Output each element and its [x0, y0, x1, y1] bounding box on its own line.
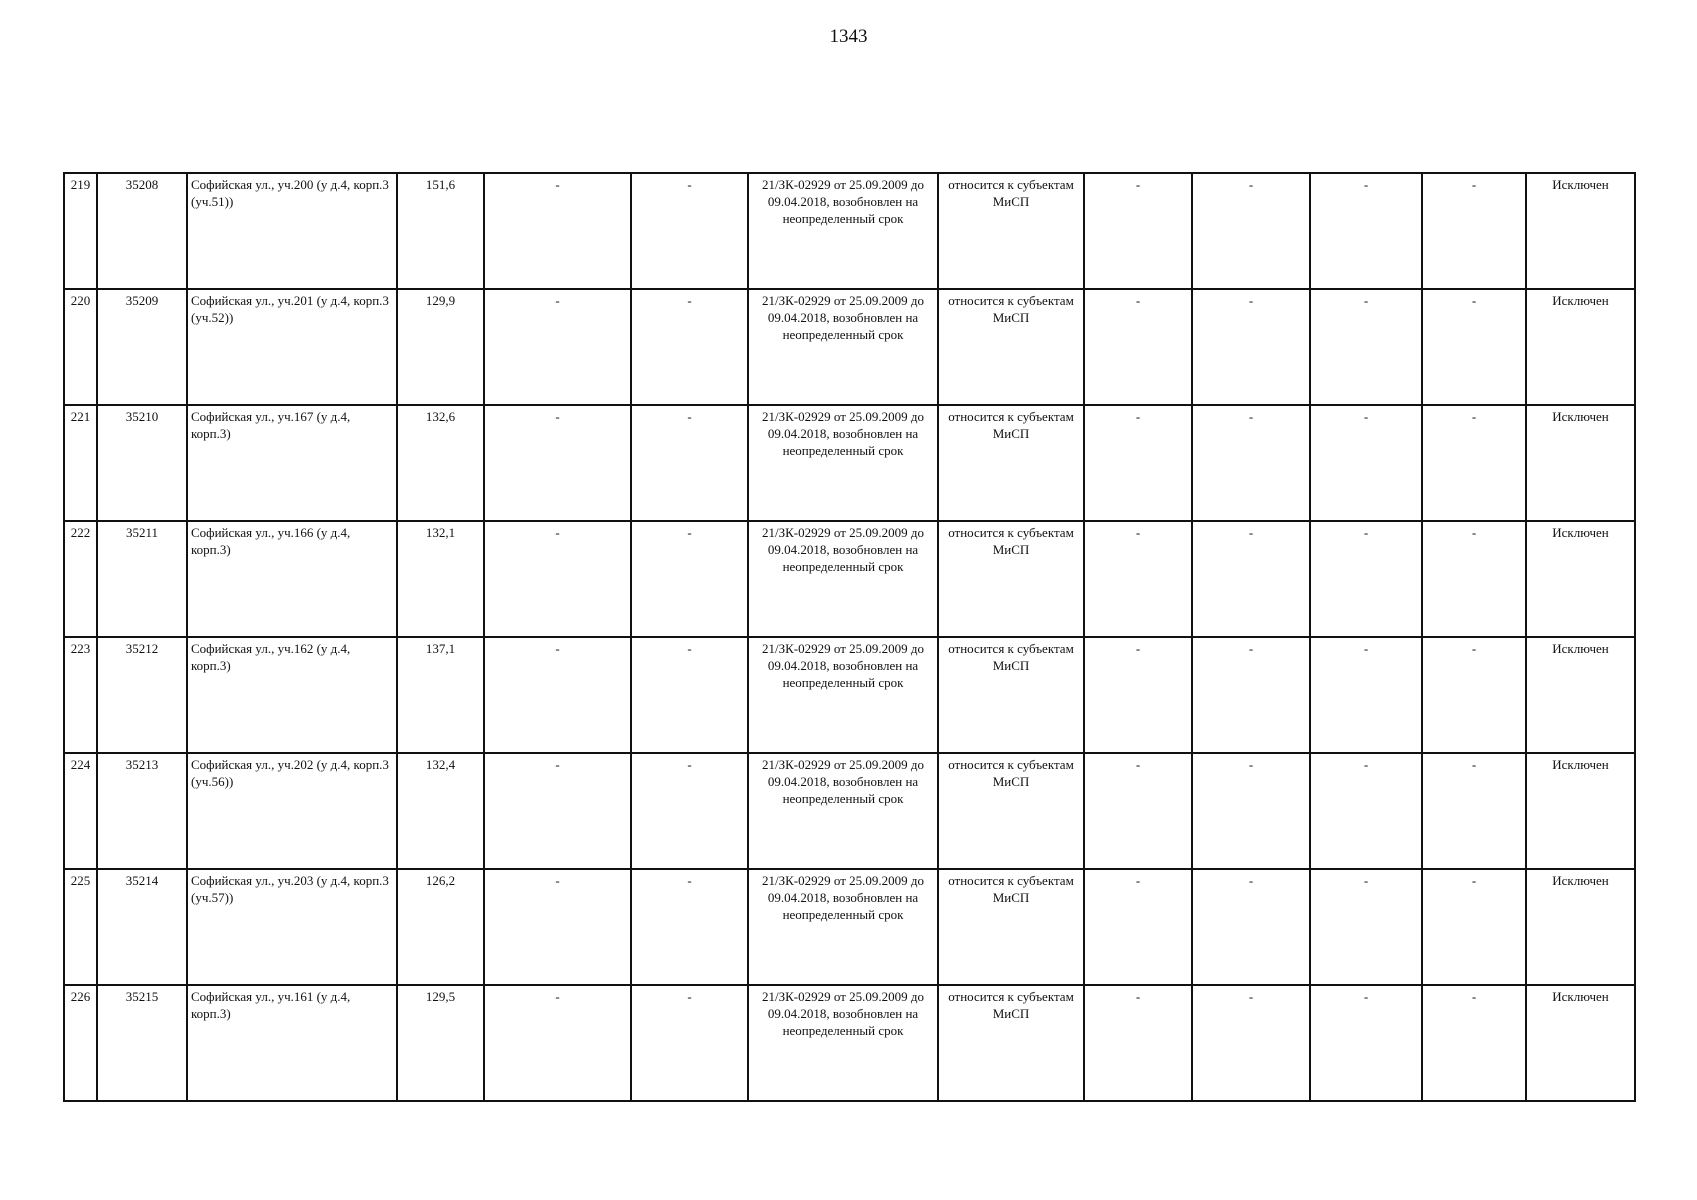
column-10-cell: - [1192, 753, 1310, 869]
address-cell: Софийская ул., уч.201 (у д.4, корп.3 (уч.52)) [187, 289, 397, 405]
address-cell: Софийская ул., уч.161 (у д.4, корп.3) [187, 985, 397, 1101]
column-5-cell: - [484, 289, 631, 405]
column-9-cell: - [1084, 289, 1192, 405]
lease-agreement-cell: 21/ЗК-02929 от 25.09.2009 до 09.04.2018, возобновлен на неопределенный срок [748, 985, 938, 1101]
status-cell: Исключен [1526, 289, 1635, 405]
area-cell: 132,6 [397, 405, 484, 521]
object-id-cell: 35213 [97, 753, 187, 869]
column-6-cell: - [631, 985, 748, 1101]
column-12-cell: - [1422, 405, 1526, 521]
column-9-cell: - [1084, 405, 1192, 521]
column-6-cell: - [631, 173, 748, 289]
column-5-cell: - [484, 869, 631, 985]
column-5-cell: - [484, 173, 631, 289]
status-cell: Исключен [1526, 985, 1635, 1101]
column-12-cell: - [1422, 637, 1526, 753]
object-id-cell: 35209 [97, 289, 187, 405]
address-cell: Софийская ул., уч.162 (у д.4, корп.3) [187, 637, 397, 753]
column-5-cell: - [484, 753, 631, 869]
lease-agreement-cell: 21/ЗК-02929 от 25.09.2009 до 09.04.2018, возобновлен на неопределенный срок [748, 173, 938, 289]
column-9-cell: - [1084, 637, 1192, 753]
category-cell: относится к субъектам МиСП [938, 637, 1084, 753]
status-cell: Исключен [1526, 753, 1635, 869]
lease-agreement-cell: 21/ЗК-02929 от 25.09.2009 до 09.04.2018, возобновлен на неопределенный срок [748, 289, 938, 405]
column-11-cell: - [1310, 521, 1422, 637]
area-cell: 129,5 [397, 985, 484, 1101]
category-cell: относится к субъектам МиСП [938, 405, 1084, 521]
object-id-cell: 35208 [97, 173, 187, 289]
row-number-cell: 223 [64, 637, 97, 753]
object-id-cell: 35212 [97, 637, 187, 753]
lease-agreement-cell: 21/ЗК-02929 от 25.09.2009 до 09.04.2018, возобновлен на неопределенный срок [748, 405, 938, 521]
column-12-cell: - [1422, 869, 1526, 985]
address-cell: Софийская ул., уч.203 (у д.4, корп.3 (уч.57)) [187, 869, 397, 985]
column-6-cell: - [631, 753, 748, 869]
table-row [64, 753, 1635, 869]
area-cell: 137,1 [397, 637, 484, 753]
column-10-cell: - [1192, 405, 1310, 521]
area-cell: 132,1 [397, 521, 484, 637]
column-12-cell: - [1422, 521, 1526, 637]
column-6-cell: - [631, 521, 748, 637]
table-row [64, 637, 1635, 753]
category-cell: относится к субъектам МиСП [938, 985, 1084, 1101]
row-number-cell: 221 [64, 405, 97, 521]
lease-agreement-cell: 21/ЗК-02929 от 25.09.2009 до 09.04.2018, возобновлен на неопределенный срок [748, 637, 938, 753]
address-cell: Софийская ул., уч.200 (у д.4, корп.3 (уч.51)) [187, 173, 397, 289]
column-9-cell: - [1084, 869, 1192, 985]
table-body [64, 173, 1635, 1101]
column-5-cell: - [484, 521, 631, 637]
status-cell: Исключен [1526, 869, 1635, 985]
column-11-cell: - [1310, 985, 1422, 1101]
column-11-cell: - [1310, 753, 1422, 869]
column-12-cell: - [1422, 289, 1526, 405]
lease-agreement-cell: 21/ЗК-02929 от 25.09.2009 до 09.04.2018, возобновлен на неопределенный срок [748, 753, 938, 869]
object-id-cell: 35210 [97, 405, 187, 521]
registry-table [63, 172, 1636, 1102]
column-10-cell: - [1192, 521, 1310, 637]
column-5-cell: - [484, 985, 631, 1101]
table-row [64, 289, 1635, 405]
row-number-cell: 222 [64, 521, 97, 637]
row-number-cell: 224 [64, 753, 97, 869]
column-5-cell: - [484, 405, 631, 521]
column-11-cell: - [1310, 869, 1422, 985]
object-id-cell: 35211 [97, 521, 187, 637]
column-12-cell: - [1422, 173, 1526, 289]
table-row [64, 869, 1635, 985]
area-cell: 132,4 [397, 753, 484, 869]
category-cell: относится к субъектам МиСП [938, 521, 1084, 637]
category-cell: относится к субъектам МиСП [938, 173, 1084, 289]
lease-agreement-cell: 21/ЗК-02929 от 25.09.2009 до 09.04.2018, возобновлен на неопределенный срок [748, 869, 938, 985]
table-row [64, 405, 1635, 521]
column-10-cell: - [1192, 985, 1310, 1101]
column-9-cell: - [1084, 753, 1192, 869]
status-cell: Исключен [1526, 405, 1635, 521]
address-cell: Софийская ул., уч.166 (у д.4, корп.3) [187, 521, 397, 637]
column-10-cell: - [1192, 289, 1310, 405]
column-6-cell: - [631, 405, 748, 521]
column-12-cell: - [1422, 753, 1526, 869]
lease-agreement-cell: 21/ЗК-02929 от 25.09.2009 до 09.04.2018, возобновлен на неопределенный срок [748, 521, 938, 637]
object-id-cell: 35215 [97, 985, 187, 1101]
column-6-cell: - [631, 637, 748, 753]
column-10-cell: - [1192, 637, 1310, 753]
table-row [64, 173, 1635, 289]
column-10-cell: - [1192, 173, 1310, 289]
row-number-cell: 219 [64, 173, 97, 289]
area-cell: 151,6 [397, 173, 484, 289]
address-cell: Софийская ул., уч.202 (у д.4, корп.3 (уч.56)) [187, 753, 397, 869]
object-id-cell: 35214 [97, 869, 187, 985]
column-9-cell: - [1084, 985, 1192, 1101]
status-cell: Исключен [1526, 173, 1635, 289]
column-10-cell: - [1192, 869, 1310, 985]
status-cell: Исключен [1526, 637, 1635, 753]
table-row [64, 521, 1635, 637]
table-row [64, 985, 1635, 1101]
column-11-cell: - [1310, 289, 1422, 405]
column-6-cell: - [631, 869, 748, 985]
area-cell: 129,9 [397, 289, 484, 405]
category-cell: относится к субъектам МиСП [938, 753, 1084, 869]
column-12-cell: - [1422, 985, 1526, 1101]
column-6-cell: - [631, 289, 748, 405]
row-number-cell: 225 [64, 869, 97, 985]
area-cell: 126,2 [397, 869, 484, 985]
category-cell: относится к субъектам МиСП [938, 869, 1084, 985]
column-5-cell: - [484, 637, 631, 753]
page-number: 1343 [829, 26, 868, 47]
column-11-cell: - [1310, 637, 1422, 753]
row-number-cell: 226 [64, 985, 97, 1101]
status-cell: Исключен [1526, 521, 1635, 637]
column-11-cell: - [1310, 405, 1422, 521]
row-number-cell: 220 [64, 289, 97, 405]
column-11-cell: - [1310, 173, 1422, 289]
address-cell: Софийская ул., уч.167 (у д.4, корп.3) [187, 405, 397, 521]
column-9-cell: - [1084, 173, 1192, 289]
column-9-cell: - [1084, 521, 1192, 637]
category-cell: относится к субъектам МиСП [938, 289, 1084, 405]
